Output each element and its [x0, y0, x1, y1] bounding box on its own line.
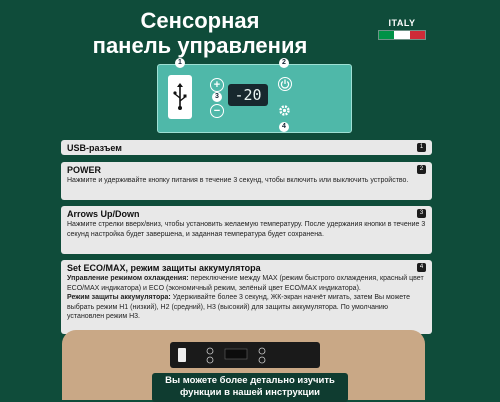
mode-text: переключение между MAX (режим быстрого охлаждения, красный цвет ECO/MAX индикатора) и ECO (экономичный режим, зелёный цвет ECO/MAX индикатора).: [67, 275, 424, 292]
card-title: USB-разъем: [67, 143, 122, 153]
usb-port[interactable]: [168, 75, 192, 119]
card-power: [61, 162, 432, 200]
page-title: [65, 8, 335, 58]
battery-label: Режим защиты аккумулятора:: [67, 294, 171, 301]
card-eco-max: [61, 260, 432, 334]
marker-4: 4: [279, 122, 289, 132]
italian-flag-icon: [378, 30, 426, 40]
battery-text: Удерживайте более 3 секунд, ЖК-экран начнёт мигать, затем Вы можете выбрать режим H1 (низкий), H2 (средний), H3 (высокий) для защиты аккумулятора. По умолчанию установлен режим H3.: [67, 294, 410, 320]
gear-icon[interactable]: [278, 104, 290, 116]
marker-2: 2: [279, 58, 289, 68]
country-label: ITALY: [388, 18, 416, 28]
title-line-2: панель управления: [92, 33, 308, 58]
card-title: Set ECO/MAX, режим защиты аккумулятора: [67, 263, 261, 273]
plus-icon[interactable]: +: [210, 78, 224, 92]
power-icon[interactable]: [278, 77, 292, 91]
card-number: 1: [417, 143, 426, 152]
card-title: Arrows Up/Down: [67, 209, 140, 219]
mode-label: Управление режимом охлаждения:: [67, 275, 189, 282]
minus-icon[interactable]: −: [210, 104, 224, 118]
italy-badge: [378, 18, 426, 40]
card-text: Нажмите стрелки вверх/вниз, чтобы установить желаемую температуру. После удержания кнопки в течение 3 секунд настройка будет завершена, и заданная температура будет сохранена.: [67, 221, 426, 238]
marker-1: 1: [175, 58, 185, 68]
title-line-1: Сенсорная: [140, 8, 260, 33]
footer-line-2: функции в нашей инструкции: [179, 387, 321, 398]
card-text: [67, 274, 426, 322]
footer-line-1: Вы можете более детально изучить: [165, 375, 335, 386]
usb-icon: [173, 83, 187, 111]
card-number: 2: [417, 165, 426, 174]
card-number: 4: [417, 263, 426, 272]
card-number: 3: [417, 209, 426, 218]
card-usb: [61, 140, 432, 155]
card-title: POWER: [67, 165, 102, 175]
card-arrows: [61, 206, 432, 254]
card-text: Нажмите и удерживайте кнопку питания в течение 3 секунд, чтобы включить или выключить устройство.: [67, 177, 409, 184]
marker-3: 3: [212, 92, 222, 102]
device-panel: [170, 342, 320, 368]
temperature-display: -20: [228, 84, 268, 106]
footer-banner: [152, 373, 348, 402]
